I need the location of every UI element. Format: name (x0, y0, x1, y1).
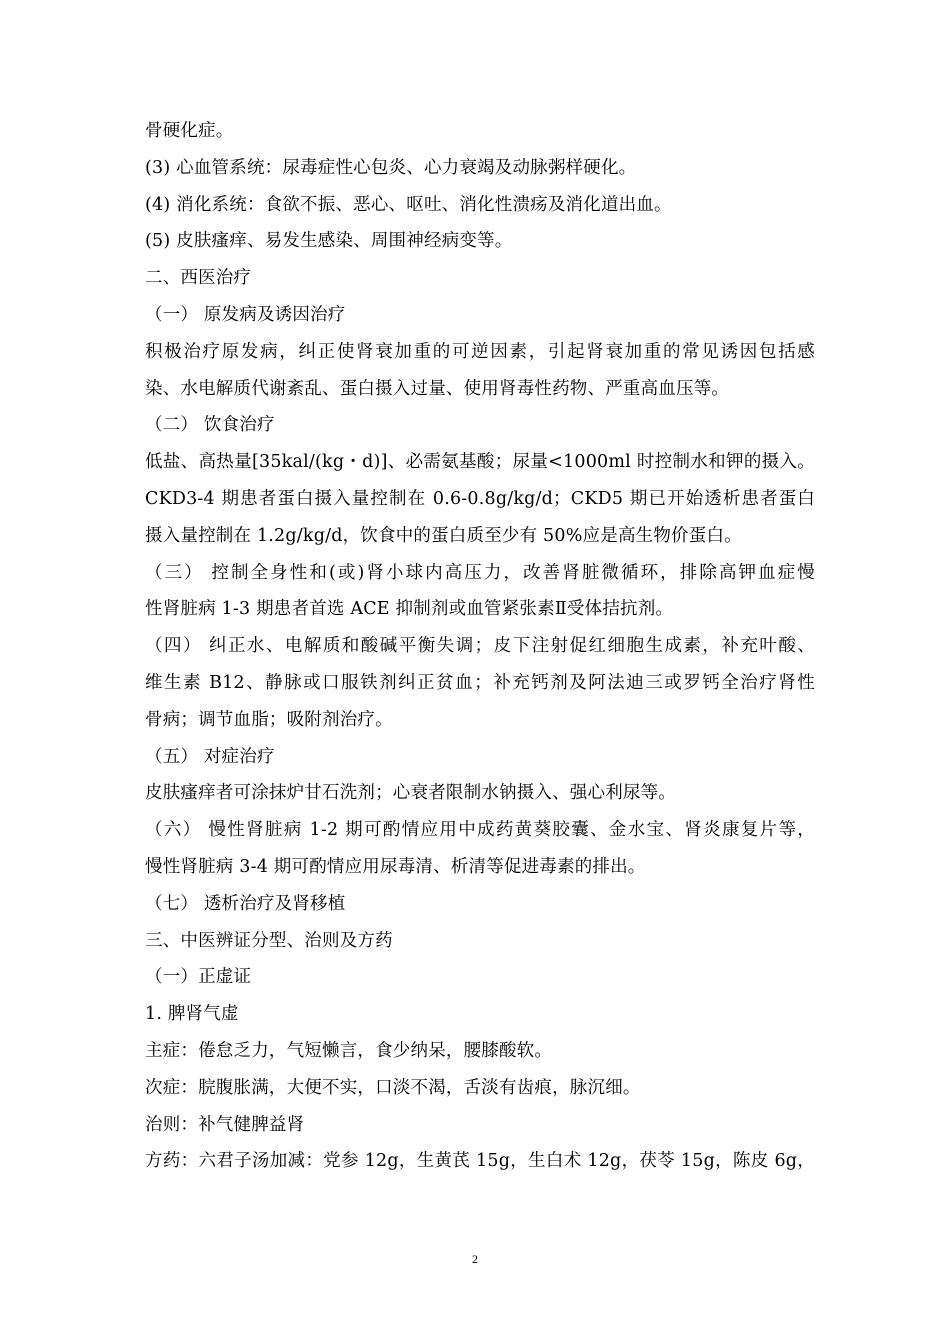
text-line: （四） 纠正水、电解质和酸碱平衡失调；皮下注射促红细胞生成素，补充叶酸、 (145, 636, 815, 657)
section-heading: 二、西医治疗 (145, 268, 252, 289)
text-line: 皮肤瘙痒者可涂抹炉甘石洗剂；心衰者限制水钠摄入、强心利尿等。 (145, 783, 676, 804)
text-line: 积极治疗原发病，纠正使肾衰加重的可逆因素，引起肾衰加重的常见诱因包括感 (145, 341, 815, 362)
text-line: 性肾脏病 1-3 期患者首选 ACE 抑制剂或血管紧张素Ⅱ受体拮抗剂。 (145, 599, 674, 620)
subsection-heading: （二） 饮食治疗 (145, 415, 275, 436)
text-line: 次症：脘腹胀满，大便不实，口淡不渴，舌淡有齿痕，脉沉细。 (145, 1077, 641, 1098)
subsection-heading: （五） 对症治疗 (145, 746, 275, 767)
subsection-heading: （一） 原发病及诱因治疗 (145, 304, 346, 325)
text-line: 主症：倦怠乏力，气短懒言，食少纳呆，腰膝酸软。 (145, 1040, 553, 1061)
text-line: 骨硬化症。 (145, 121, 234, 141)
item-heading: 1. 脾肾气虚 (145, 1004, 239, 1025)
text-line: （六） 慢性肾脏病 1-2 期可酌情应用中成药黄葵胶囊、金水宝、肾炎康复片等， (145, 820, 815, 841)
text-line: (3) 心血管系统：尿毒症性心包炎、心力衰竭及动脉粥样硬化。 (145, 157, 637, 178)
text-line: 治则：补气健脾益肾 (145, 1114, 305, 1135)
text-line: 骨病；调节血脂；吸附剂治疗。 (145, 709, 393, 730)
subsection-heading: （一）正虚证 (145, 967, 252, 988)
text-line: 摄入量控制在 1.2g/kg/d，饮食中的蛋白质至少有 50%应是高生物价蛋白。 (145, 525, 742, 546)
text-line: CKD3-4 期患者蛋白摄入量控制在 0.6-0.8g/kg/d；CKD5 期已开始透析患者蛋白 (145, 488, 815, 509)
text-line: 慢性肾脏病 3-4 期可酌情应用尿毒清、析清等促进毒素的排出。 (145, 856, 646, 877)
subsection-heading: （七） 透析治疗及肾移植 (145, 893, 346, 914)
text-line: (4) 消化系统：食欲不振、恶心、呕吐、消化性溃疡及消化道出血。 (145, 194, 672, 215)
section-heading: 三、中医辨证分型、治则及方药 (145, 930, 393, 951)
text-line: 染、水电解质代谢紊乱、蛋白摄入过量、使用肾毒性药物、严重高血压等。 (145, 378, 730, 399)
text-line: 维生素 B12、静脉或口服铁剂纠正贫血；补充钙剂及阿法迪三或罗钙全治疗肾性 (145, 672, 815, 693)
text-line: （三） 控制全身性和(或)肾小球内高压力，改善肾脏微循环，排除高钾血症慢 (145, 562, 815, 583)
page-number: 2 (472, 1252, 478, 1266)
text-line: (5) 皮肤瘙痒、易发生感染、周围神经病变等。 (145, 231, 513, 252)
body-text (145, 113, 815, 1180)
text-line: 方药：六君子汤加减：党参 12g，生黄芪 15g，生白术 12g，茯苓 15g，陈皮 6g， (145, 1151, 815, 1172)
text-line: 低盐、高热量[35kal/(kg・d)]、必需氨基酸；尿量<1000ml 时控制水和钾的摄入。 (145, 452, 815, 473)
